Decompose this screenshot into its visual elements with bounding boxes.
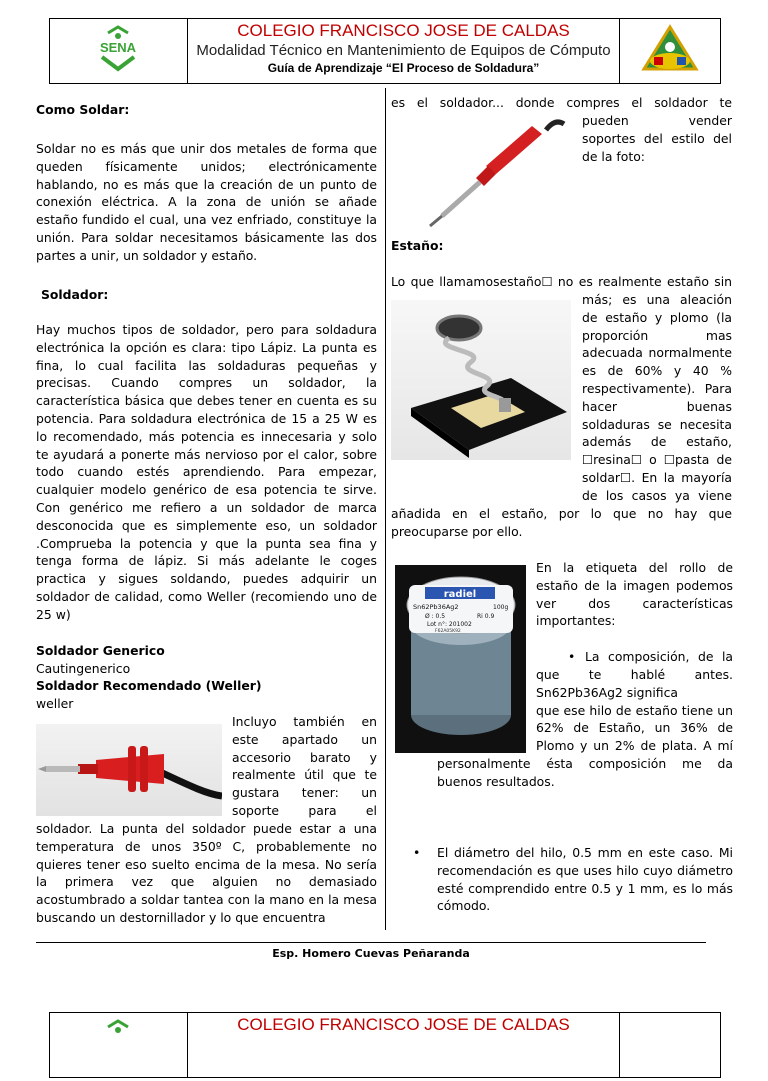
wrap-line: soporte para el xyxy=(232,802,377,818)
school-title: COLEGIO FRANCISCO JOSE DE CALDAS xyxy=(237,21,570,40)
school-title: COLEGIO FRANCISCO JOSE DE CALDAS xyxy=(237,1015,570,1034)
bullet-dot: • xyxy=(413,845,421,860)
heading-como-soldar: Como Soldar: xyxy=(36,102,130,117)
paragraph-soporte: soldador. La punta del soldador puede estar a una temperatura de unos 350º C, probablemente no quieres tener eso suelto encima de la mesa. No sería la primera vez que alguien no demasiado acostumbrado a soldar tantea con la mano en la mesa buscando un destornillador y lo que encuentra xyxy=(36,821,377,925)
wrap-line: Plomo y un 2% de plata. A mí xyxy=(536,738,733,754)
sena-logo xyxy=(50,19,188,83)
header-titles xyxy=(188,1013,619,1077)
wrap-line: este apartado un xyxy=(232,731,377,747)
sena-logo xyxy=(50,1013,188,1077)
wrap-text-soportes xyxy=(582,112,732,165)
spool-brand: radiel xyxy=(443,589,477,600)
soldering-stand-photo xyxy=(391,300,571,460)
wrap-line: 62% de Estaño, un 36% de xyxy=(536,720,733,736)
paragraph-etiqueta: En la etiqueta del rollo de estaño de la imagen podemos ver dos características importantes: xyxy=(536,560,733,629)
label-cautin-generico: Cautingenerico xyxy=(36,661,131,676)
wrap-line: hacer buenas xyxy=(582,398,732,414)
wrap-line: de estaño y plomo (la xyxy=(582,309,732,325)
heading-soldador: Soldador: xyxy=(41,287,109,302)
heading-estano: Estaño: xyxy=(391,238,444,253)
soldering-iron-photo xyxy=(36,724,222,816)
wrap-line: soldar☐. En la mayoría xyxy=(582,469,732,485)
continued-line: es el soldador... donde compres el soldador te xyxy=(391,95,732,110)
footer-author: Esp. Homero Cuevas Peñaranda xyxy=(272,947,470,960)
paragraph-estano-end: añadida en el estaño, por lo que no hay que preocuparse por ello. xyxy=(391,506,732,539)
wrap-line: pueden vender xyxy=(582,113,732,128)
wrap-line: Sn62Pb36Ag2 significa xyxy=(536,684,679,700)
school-crest xyxy=(619,1013,720,1077)
wrap-line: de la foto: xyxy=(582,148,645,164)
wrap-line: que ese hilo de estaño tiene un xyxy=(536,702,733,718)
school-crest xyxy=(619,19,720,83)
column-divider xyxy=(385,88,386,930)
wrap-line: proporción mas xyxy=(582,327,732,343)
wrap-line: gustara tener: un xyxy=(232,785,377,801)
heading-soldador-recomendado: Soldador Recomendado (Weller) xyxy=(36,678,262,693)
header-titles xyxy=(188,19,619,83)
spool-weight: 100g xyxy=(493,604,509,611)
wrap-text-estano xyxy=(582,291,732,505)
bullet1-first-line: La composición, de la xyxy=(585,649,733,664)
bullet1-wrap xyxy=(536,666,733,755)
sena-logo-text: SENA xyxy=(99,40,137,55)
wrap-line: más; es una aleación xyxy=(582,292,732,307)
bullet1-tail: personalmente ésta composición me da buenos resultados. xyxy=(437,756,733,789)
wrap-line: que te hablé antes. xyxy=(536,667,733,682)
program-subtitle: Modalidad Técnico en Mantenimiento de Equipos de Cómputo xyxy=(196,42,611,59)
wrap-line: es de 60% y 40 % xyxy=(582,363,732,379)
wrap-line: Incluyo también en xyxy=(232,714,377,729)
wrap-line: soldaduras se necesita xyxy=(582,416,732,432)
paragraph-soldador: Hay muchos tipos de soldador, pero para soldadura electrónica la opción es clara: tipo Lápiz. La punta es fina, lo cual facilita las soldaduras pequeñas y precisas. Cuando compres un soldador, la característica básica que debes tener en cuenta es su potencia. Para soldadura electrónica de 15 a 25 W es lo recomendado, más potencia es innecesaria y solo te ayudará a ponerte más nervioso por el calor, sobre todo cuando estés aprendiendo. Para empezar, cualquier modelo genérico de esa potencia te sirve. Con genérico me refiero a un soldador de marca desconocida que es simplemente eso, un soldador .Comprueba la potencia y que la punta sea fina y tenga forma de lápiz. Si más adelante le coges practica y sigues soldando, puedes adquirir un soldador de calidad, como Weller (recomiendo uno de 25 w) xyxy=(36,322,377,622)
estano-first-line: Lo que llamamosestaño☐ no es realmente estaño sin xyxy=(391,274,732,289)
footer-rule xyxy=(36,942,706,943)
bullet2-text: El diámetro del hilo, 0.5 mm en este caso. Mi recomendación es que uses hilo cuyo diámetro esté comprendido entre 0.5 y 1 mm, es lo más cómodo. xyxy=(437,845,733,914)
wrap-line: además de estaño, xyxy=(582,434,732,450)
spool-code: F62A05K92 xyxy=(435,629,461,634)
spool-lot: Lot n°: 201002 xyxy=(427,621,472,628)
page-header xyxy=(49,18,721,84)
guide-title: Guía de Aprendizaje “El Proceso de Soldadura” xyxy=(267,61,540,75)
paragraph-como-soldar: Soldar no es más que unir dos metales de forma que queden físicamente unidos; electrónicamente hablando, no es más que la creación de un punto de conexión eléctrica. A la zona de unión se añade estaño fundido el cual, una vez enfriado, constituye la unión. Para soldar necesitamos básicamente las dos partes a unir, un soldador y estaño. xyxy=(36,141,377,263)
label-weller: weller xyxy=(36,696,74,711)
next-page-header xyxy=(49,1012,721,1078)
solder-spool-photo xyxy=(395,565,526,753)
wrap-line: de los casos ya viene xyxy=(582,487,732,503)
wrap-text-soporte xyxy=(232,713,377,820)
spool-ri: Ri 0.9 xyxy=(477,613,495,620)
soldering-iron-red-photo xyxy=(400,112,570,234)
wrap-line: ☐resina☐ o ☐pasta de xyxy=(582,452,732,468)
bullet-dot: • xyxy=(568,649,576,664)
wrap-line: realmente útil que te xyxy=(232,767,377,783)
heading-soldador-generico: Soldador Generico xyxy=(36,643,165,658)
wrap-line: accesorio barato y xyxy=(232,749,377,765)
wrap-line: adecuada normalmente xyxy=(582,345,732,361)
wrap-line: respectivamente). Para xyxy=(582,380,732,396)
wrap-line: soportes del estilo del xyxy=(582,130,732,146)
spool-composition: Sn62Pb36Ag2 xyxy=(413,603,459,611)
spool-diameter: Ø : 0.5 xyxy=(425,613,446,620)
